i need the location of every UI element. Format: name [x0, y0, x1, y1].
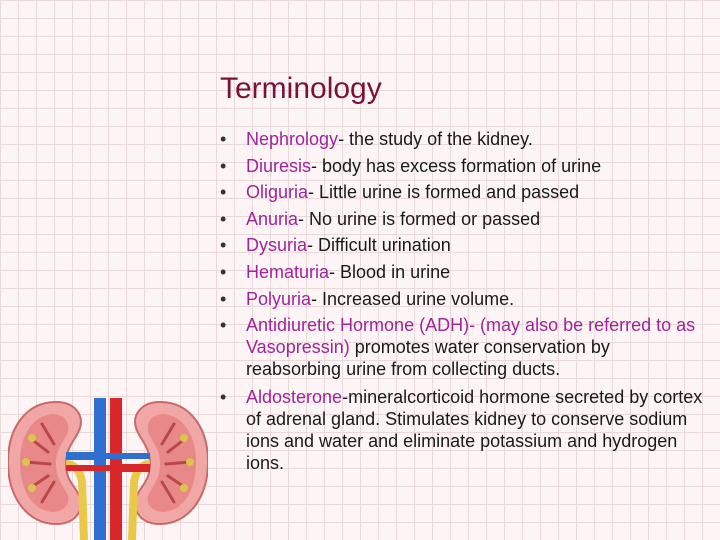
bullet-icon: •: [220, 315, 227, 336]
term-definition: - No urine is formed or passed: [298, 208, 541, 229]
list-item: [218, 155, 704, 177]
bullet-icon: •: [220, 261, 227, 282]
list-item: [218, 208, 704, 230]
term-label: Diuresis: [246, 155, 312, 176]
list-item: [218, 261, 704, 283]
bullet-icon: •: [220, 155, 227, 176]
term-label: Antidiuretic Hormone (ADH)- (may also be referred to as Vasopressin): [246, 315, 696, 358]
term-definition: promotes water conservation by reabsorbing urine from collecting ducts.: [246, 337, 610, 380]
list-item: [218, 386, 704, 474]
term-definition: - Blood in urine: [329, 261, 451, 282]
bullet-icon: •: [220, 288, 227, 309]
term-label: Hematuria: [246, 261, 330, 282]
terminology-list: [218, 128, 704, 478]
term-label: Nephrology: [246, 129, 339, 149]
slide-title: Terminology: [220, 72, 382, 105]
term-label: Dysuria: [246, 235, 308, 256]
term-label: Oliguria: [246, 182, 309, 203]
list-item: [218, 314, 704, 380]
term-definition: - Increased urine volume.: [311, 288, 515, 309]
bullet-icon: •: [220, 235, 227, 256]
bullet-icon: •: [220, 129, 227, 149]
term-definition: - the study of the kidney.: [338, 129, 533, 149]
list-item: [218, 128, 704, 150]
bullet-icon: •: [220, 386, 227, 407]
list-item: [218, 234, 704, 256]
term-definition: -mineralcorticoid hormone secreted by cortex of adrenal gland. Stimulates kidney to conserve sodium ions and water and eliminate potassium and hydrogen ions.: [246, 386, 703, 473]
term-definition: - body has excess formation of urine: [311, 155, 602, 176]
term-definition: - Difficult urination: [307, 235, 451, 256]
kidneys-icon: [8, 398, 208, 540]
bullet-icon: •: [220, 182, 227, 203]
term-definition: - Little urine is formed and passed: [308, 182, 580, 203]
list-item: [218, 288, 704, 310]
bullet-icon: •: [220, 208, 227, 229]
list-item: [218, 181, 704, 203]
term-label: Anuria: [246, 208, 299, 229]
term-label: Aldosterone: [246, 386, 343, 407]
term-label: Polyuria: [246, 288, 312, 309]
